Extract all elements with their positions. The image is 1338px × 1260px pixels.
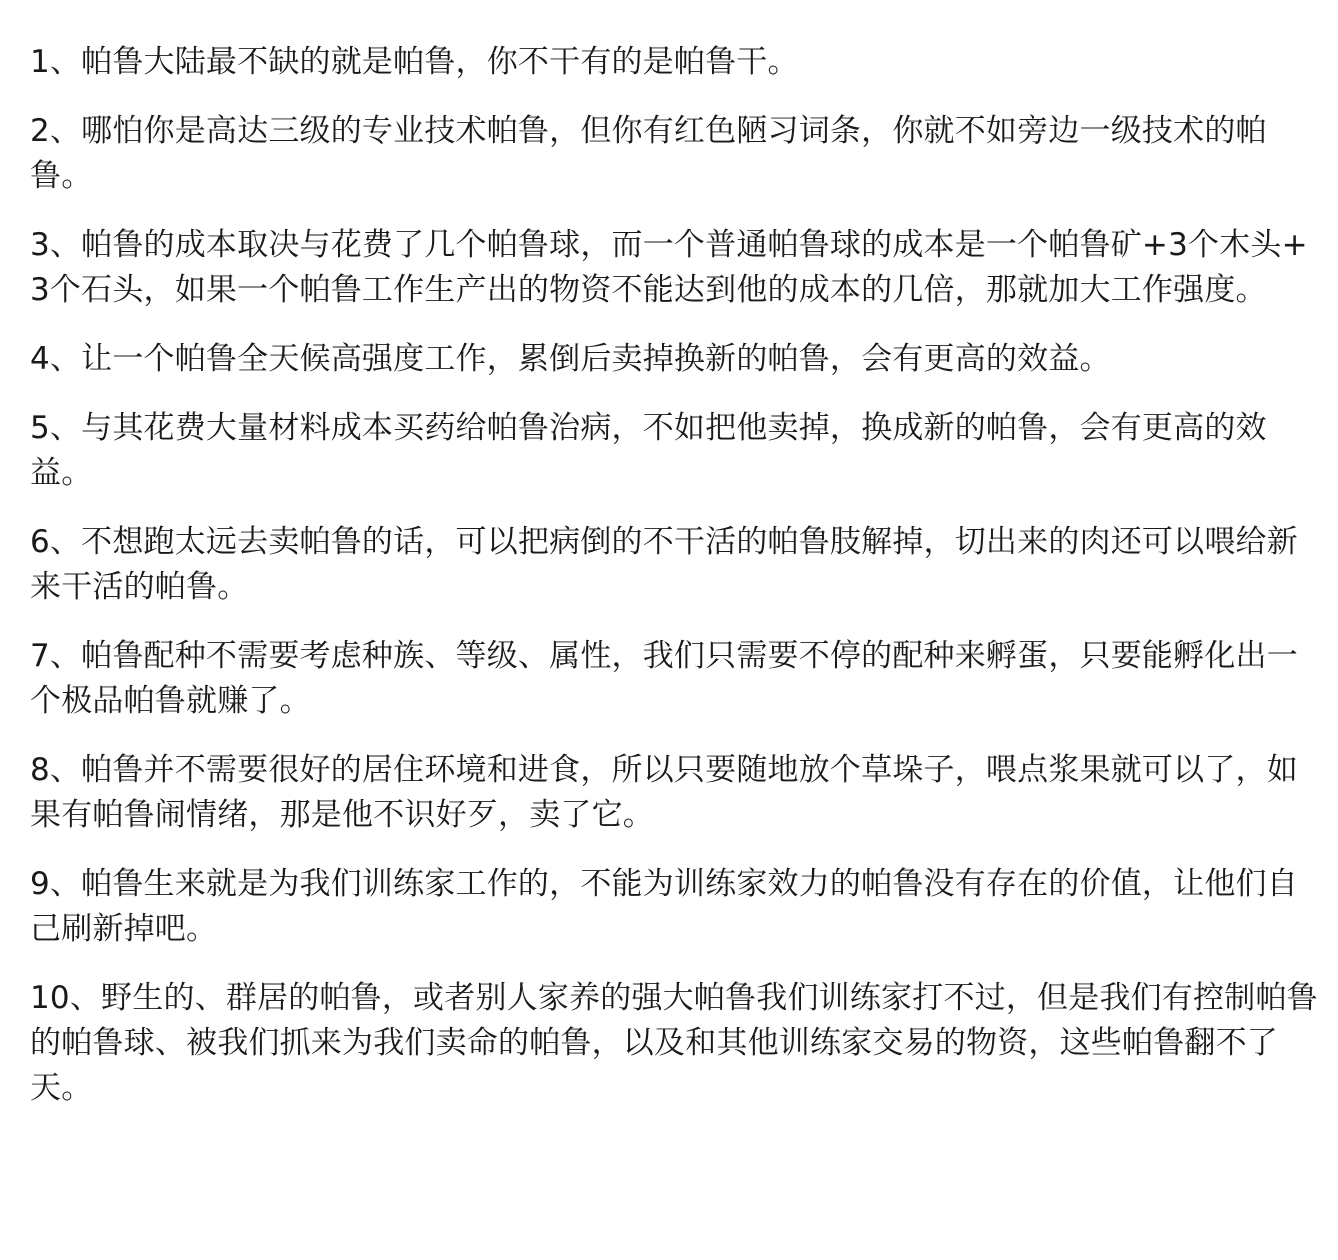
- paragraph-5: 5、与其花费大量材料成本买药给帕鲁治病，不如把他卖掉，换成新的帕鲁，会有更高的效益。: [30, 410, 1267, 491]
- paragraph-1: 1、帕鲁大陆最不缺的就是帕鲁，你不干有的是帕鲁干。: [30, 44, 799, 80]
- paragraph-10: 10、野生的、群居的帕鲁，或者别人家养的强大帕鲁我们训练家打不过，但是我们有控制帕鲁的帕鲁球、被我们抓来为我们卖命的帕鲁，以及和其他训练家交易的物资，这些帕鲁翻不了天。: [30, 980, 1318, 1106]
- paragraph-4: 4、让一个帕鲁全天候高强度工作，累倒后卖掉换新的帕鲁，会有更高的效益。: [30, 341, 1111, 377]
- paragraph-8: 8、帕鲁并不需要很好的居住环境和进食，所以只要随地放个草垛子，喂点浆果就可以了，如果有帕鲁闹情绪，那是他不识好歹，卖了它。: [30, 752, 1298, 833]
- paragraph-9: 9、帕鲁生来就是为我们训练家工作的，不能为训练家效力的帕鲁没有存在的价值，让他们自己刷新掉吧。: [30, 866, 1298, 947]
- paragraph-6: 6、不想跑太远去卖帕鲁的话，可以把病倒的不干活的帕鲁肢解掉，切出来的肉还可以喂给新来干活的帕鲁。: [30, 524, 1298, 605]
- paragraph-2: 2、哪怕你是高达三级的专业技术帕鲁，但你有红色陋习词条，你就不如旁边一级技术的帕鲁。: [30, 113, 1267, 194]
- document-body: [30, 40, 1320, 1135]
- paragraph-7: 7、帕鲁配种不需要考虑种族、等级、属性，我们只需要不停的配种来孵蛋，只要能孵化出一个极品帕鲁就赚了。: [30, 638, 1298, 719]
- paragraph-3: 3、帕鲁的成本取决与花费了几个帕鲁球，而一个普通帕鲁球的成本是一个帕鲁矿+3个木头+3个石头，如果一个帕鲁工作生产出的物资不能达到他的成本的几倍，那就加大工作强度。: [30, 227, 1308, 308]
